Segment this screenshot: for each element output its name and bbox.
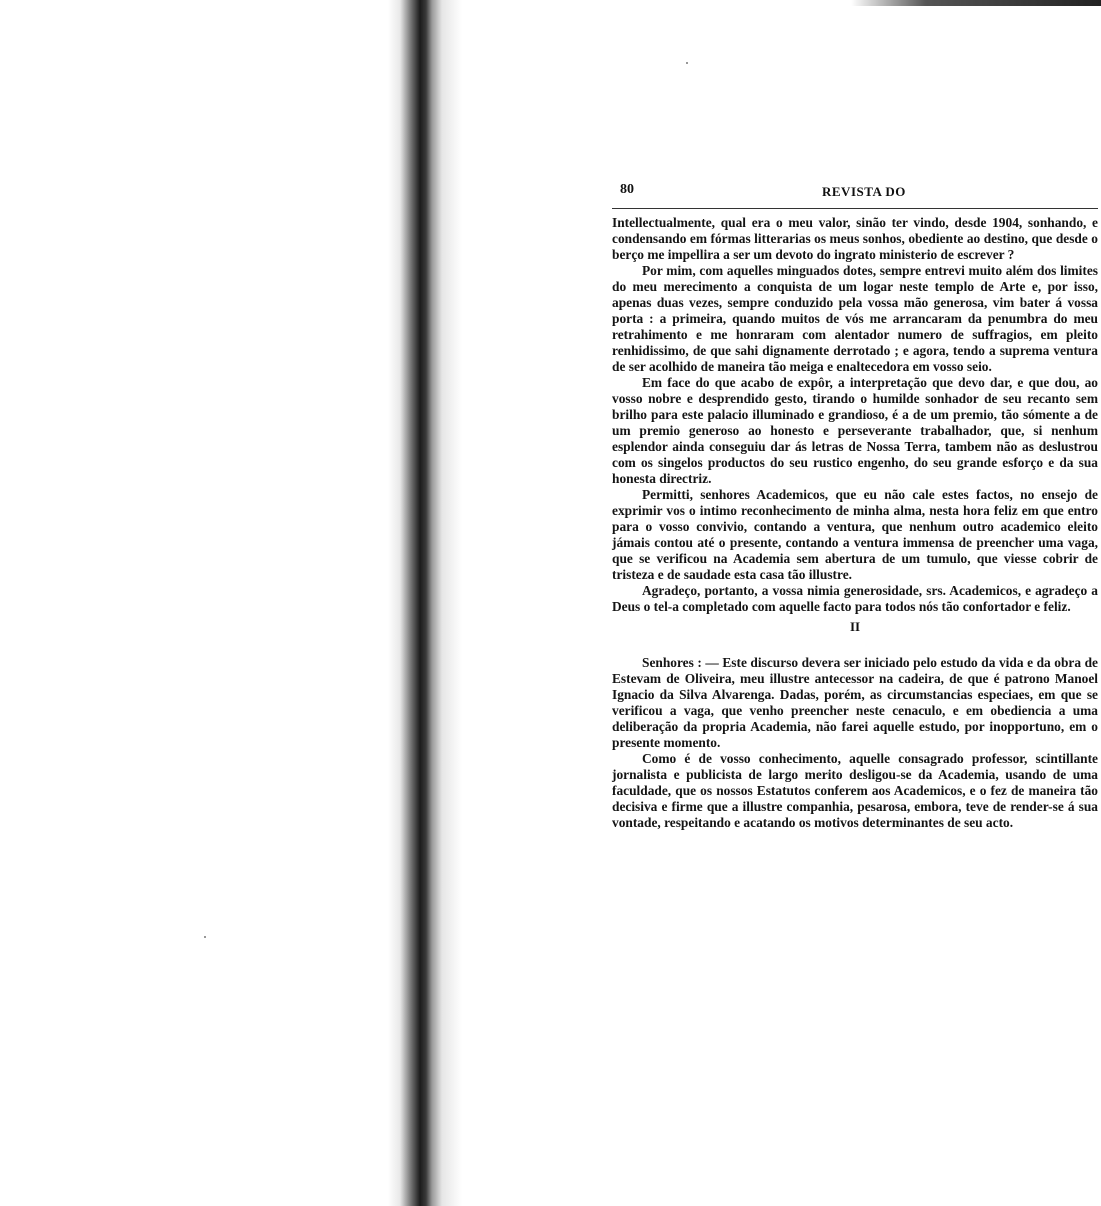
running-title: REVISTA DO [822, 184, 906, 199]
page-number: 80 [620, 182, 634, 197]
section-number: II [849, 619, 861, 634]
page-body [612, 215, 1098, 831]
page-top-edge [851, 0, 1101, 6]
paragraph: Senhores : — Este discurso devera ser iniciado pelo estudo da vida e da obra de Estevam de Oliveira, meu illustre antecessor na cadeira, de que é patrono Manoel Ignacio da Silva Alvarenga. Dadas, porém, as circumstancias especiaes, em que se verificou a vaga, que venho preencher neste cenaculo, e em obediencia a uma deliberação da propria Academia, não farei aquelle estudo, por inopportuno, em o presente momento. [612, 655, 1098, 750]
page-header [612, 182, 1098, 209]
paragraph: Intellectualmente, qual era o meu valor, sinão ter vindo, desde 1904, sonhando, e condensando em fórmas litterarias os meus sonhos, obediente ao destino, que desde o berço me impellira a ser um devoto do ingrato ministerio de escrever ? [612, 215, 1098, 262]
paragraph: Por mim, com aquelles minguados dotes, sempre entrevi muito além dos limites do meu merecimento a conquista de um logar neste templo de Arte e, por isso, apenas duas vezes, sempre conduzido pela vossa mão generosa, vim bater á vossa porta : a primeira, quando muitos de vós me arrancaram da penumbra do meu retrahimento e me honraram com alentador numero de suffragios, em pleito renhidissimo, de que sahi dignamente derrotado ; e agora, tendo a suprema ventura de ser acolhido de maneira tão meiga e enaltecedora em vosso seio. [612, 263, 1098, 374]
paper-speck [686, 62, 688, 64]
paragraph: Em face do que acabo de expôr, a interpretação que devo dar, e que dou, ao vosso nobre e desprendido gesto, tirando o humilde sonhador de seu recanto sem brilho para este palacio illuminado e grandioso, é a de um premio, tão sómente a de um premio generoso ao honesto e perseverante trabalhador, que, si nenhum esplendor ainda conseguiu dar ás letras de Nossa Terra, tambem não as deslustrou com os singelos productos do seu rustico engenho, do seu grande esforço e da sua honesta directriz. [612, 375, 1098, 486]
paragraph: Como é de vosso conhecimento, aquelle consagrado professor, scintillante jornalista e publicista de largo merito desligou-se da Academia, usando de uma faculdade, que os nossos Estatutos conferem aos Academicos, e o fez de maneira tão decisiva e firme que a illustre companhia, pesarosa, embora, teve de render-se á sua vontade, respeitando e acatando os motivos determinantes de seu acto. [612, 751, 1098, 830]
paper-speck [204, 936, 206, 938]
paragraph: Permitti, senhores Academicos, que eu não cale estes factos, no ensejo de exprimir vos o intimo reconhecimento de minha alma, nesta hora feliz em que entro para o vosso convivio, contando a ventura, que nenhum outro academico eleito jámais contou até o presente, contando a ventura immensa de preencher uma vaga, que se verificou na Academia sem abertura de um tumulo, que viesse cobrir de tristeza e de saudade esta casa tão illustre. [612, 487, 1098, 582]
paragraph: Agradeço, portanto, a vossa nimia generosidade, srs. Academicos, e agradeço a Deus o tel-a completado com aquelle facto para todos nós tão confortador e feliz. [612, 583, 1098, 614]
book-page [612, 182, 1098, 831]
book-gutter-shadow [0, 0, 470, 1206]
